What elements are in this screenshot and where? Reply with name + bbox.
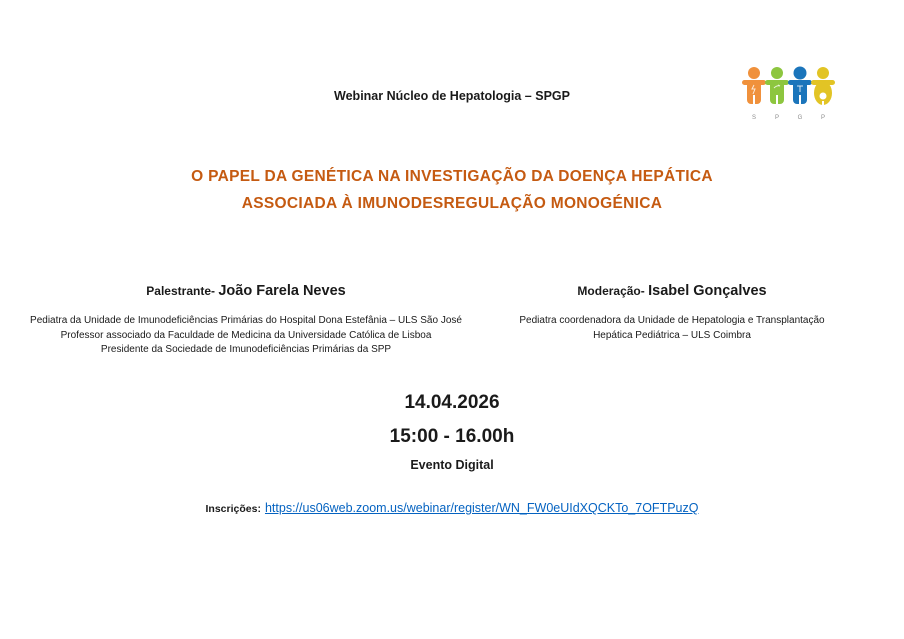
moderator-detail-line: Pediatra coordenadora da Unidade de Hepatologia e Transplantação [519, 315, 825, 326]
registration-label: Inscrições: [205, 503, 261, 515]
moderator-block [472, 283, 872, 343]
registration-link[interactable]: https://us06web.zoom.us/webinar/register/WN_FW0eUIdXQCKTo_7OFTPuzQ [264, 501, 699, 515]
event-format: Evento Digital [410, 458, 494, 472]
speaker-role-line [6, 283, 486, 299]
event-title-line1: O PAPEL DA GENÉTICA NA INVESTIGAÇÃO DA DOENÇA HEPÁTICA [191, 168, 713, 185]
logo-letter-p1: P [774, 115, 780, 121]
speaker-name: João Farela Neves [218, 283, 346, 299]
speaker-detail-line: Pediatra da Unidade de Imunodeficiências Primárias do Hospital Dona Estefânia – ULS São José [30, 315, 462, 326]
moderator-name: Isabel Gonçalves [648, 283, 767, 299]
moderator-details [472, 314, 872, 343]
moderator-role-label: Moderação- [577, 284, 645, 298]
spgp-logo [742, 66, 837, 122]
registration-line [0, 501, 904, 515]
speaker-block [6, 283, 486, 358]
event-title [0, 163, 904, 217]
speaker-details [6, 314, 486, 358]
spgp-person-yellow-icon [811, 67, 835, 105]
speaker-detail-line: Professor associado da Faculdade de Medicina da Universidade Católica de Lisboa [60, 329, 432, 341]
logo-letter-s: S [751, 115, 757, 121]
event-title-line2: ASSOCIADA À IMUNODESREGULAÇÃO MONOGÉNICA [241, 195, 663, 212]
moderator-detail-line: Hepática Pediátrica – ULS Coimbra [593, 329, 751, 341]
webinar-header-title: Webinar Núcleo de Hepatologia – SPGP [334, 89, 570, 103]
spgp-person-blue-icon [788, 67, 812, 105]
moderator-role-line [472, 283, 872, 299]
logo-letter-g: G [797, 115, 803, 121]
speaker-detail-line: Presidente da Sociedade de Imunodeficiências Primárias da SPP [100, 344, 392, 355]
event-time: 15:00 - 16.00h [389, 426, 515, 447]
spgp-person-green-icon [765, 67, 789, 104]
speaker-role-label: Palestrante- [146, 284, 215, 298]
event-date: 14.04.2026 [404, 392, 500, 413]
spgp-person-orange-icon [742, 67, 766, 104]
logo-letter-p2: P [820, 115, 826, 121]
